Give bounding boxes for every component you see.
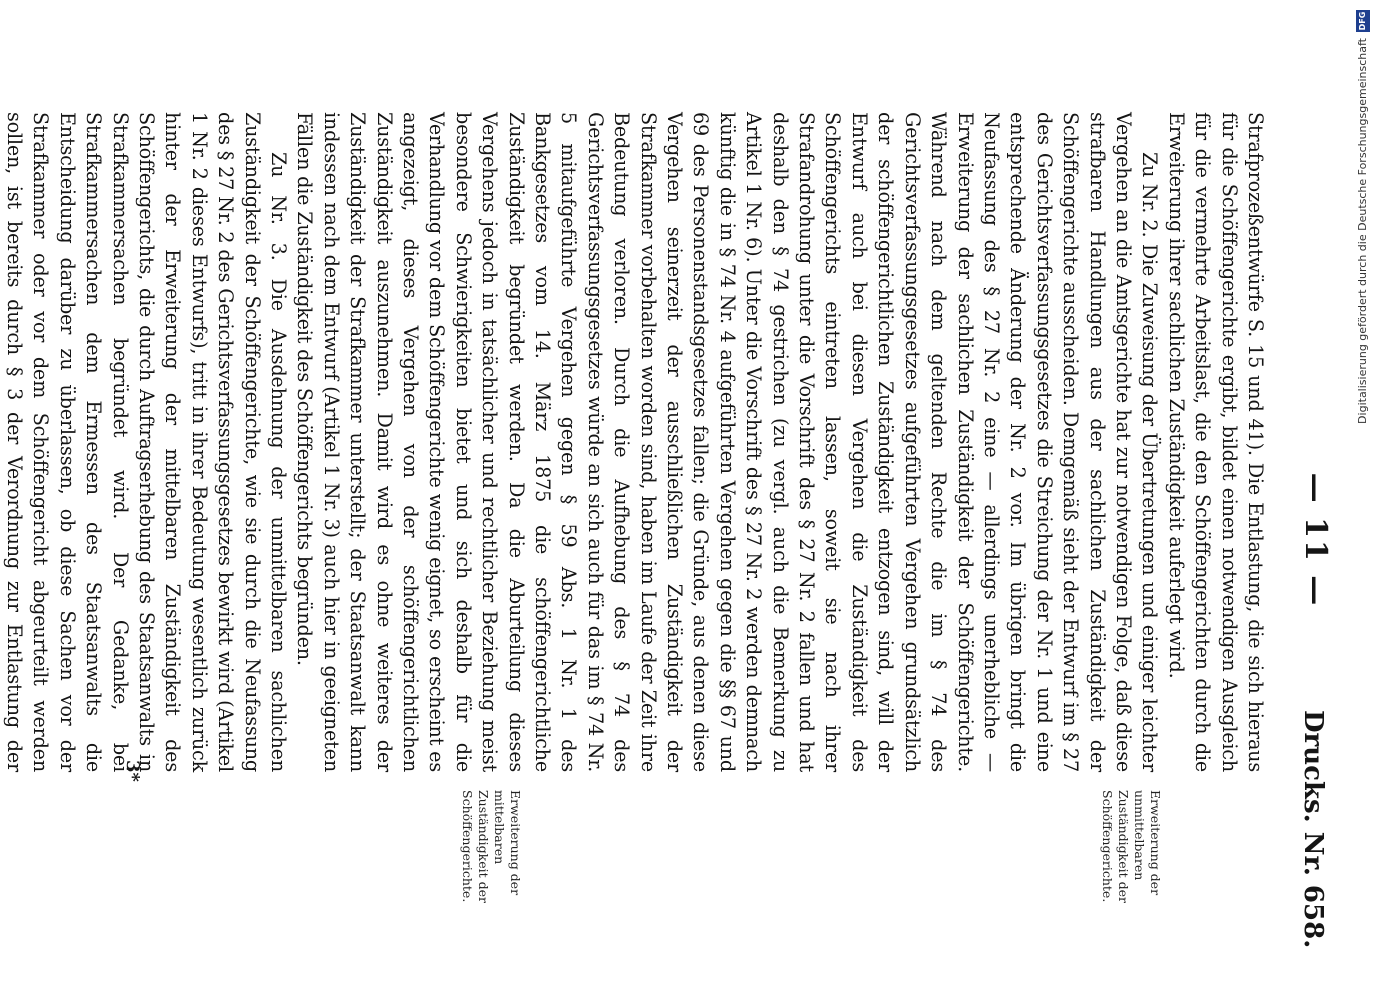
- signature-mark: 3*: [122, 760, 143, 782]
- page-number: — 11 —: [1298, 472, 1333, 608]
- body-text: [0, 112, 1268, 772]
- margin-note: Erweiterung der mittelbaren Zuständigkeit der Schöffengerichte.: [460, 790, 523, 904]
- paragraph: Strafprozeßentwürfe S. 15 und 41). Die Entlastung, die sich hieraus für die Schöffengerichte ergibt, bildet einen notwendigen Ausgleich für die vermehrte Arbeitslast, die den Schöffengerichten durch die Erweiterung ihrer sachlichen Zuständigkeit auferlegt wird.: [1164, 112, 1267, 772]
- paragraph: Zu Nr. 2. Die Zuweisung der Übertretungen und einiger leichter Vergehen an die Amtsgerichte hat zur notwendigen Folge, daß diese strafbaren Handlungen aus der sachlichen Zuständigkeit der Schöffengerichte ausscheiden. Demgemäß sieht der Entwurf im § 27 des Gerichtsverfassungsgesetzes die Streichung der Nr. 1 und eine entsprechende Änderung der Nr. 2 vor. Im übrigen bringt die Neufassung des § 27 Nr. 2 eine — allerdings unerhebliche — Erweiterung der sachlichen Zuständigkeit der Schöffengerichte. Während nach dem geltenden Rechte die im § 74 des Gerichtsverfassungsgesetzes aufgeführten Vergehen grundsätzlich der schöffengerichtlichen Zuständigkeit entzogen sind, will der Entwurf auch bei diesen Vergehen die Zuständigkeit des Schöffengerichts eintreten lassen, soweit sie nach ihrer Strafandrohung unter die Vorschrift des § 27 Nr. 2 fallen und hat deshalb den § 74 gestrichen (zu vergl. auch die Bemerkung zu Artikel 1 Nr. 6). Unter die Vorschrift des § 27 Nr. 2 werden demnach künftig die in § 74 Nr. 4 aufgeführten Vergehen gegen die §§ 67 und 69 des Personenstandsgesetzes fallen; die Gründe, aus denen diese Vergehen seinerzeit der ausschließlichen Zuständigkeit der Strafkammer vorbehalten worden sind, haben im Laufe der Zeit ihre Bedeutung verloren. Durch die Aufhebung des § 74 des Gerichtsverfassungsgesetzes würde an sich auch für das im § 74 Nr. 5 mitaufgeführte Vergehen gegen § 59 Abs. 1 Nr. 1 des Bankgesetzes vom 14. März 1875 die schöffengerichtliche Zuständigkeit begründet werden. Da die Aburteilung dieses Vergehens jedoch in tatsächlicher und rechtlicher Beziehung meist besondere Schwierigkeiten bietet und sich deshalb für die Verhandlung vor dem Schöffengerichte wenig eignet, so erscheint es angezeigt, dieses Vergehen von der schöffengerichtlichen Zuständigkeit auszunehmen. Damit wird es ohne weiteres der Zuständigkeit der Strafkammer unterstellt; der Staatsanwalt kann indessen nach dem Entwurf (Artikel 1 Nr. 3) auch hier in geeigneten Fällen die Zuständigkeit des Schöffengerichts begründen.: [293, 112, 1162, 772]
- digitization-footer: [1350, 0, 1378, 1000]
- dfg-logo-icon: DFG: [1356, 10, 1370, 32]
- margin-note: Erweiterung der unmittelbaren Zuständigkeit der Schöffengerichte.: [1100, 790, 1163, 904]
- footer-text: Digitalisierung gefördert durch die Deutsche Forschungsgemeinschaft: [1356, 38, 1369, 424]
- drucksache-label: Drucks. Nr. 658.: [1298, 710, 1328, 949]
- paragraph: Zu Nr. 3. Die Ausdehnung der unmittelbaren sachlichen Zuständigkeit der Schöffengerichte, wie sie durch die Neufassung des § 27 Nr. 2 des Gerichtsverfassungsgesetzes bewirkt wird (Artikel 1 Nr. 2 dieses Entwurfs), tritt in ihrer Bedeutung wesentlich zurück hinter der Erweiterung der mittelbaren Zuständigkeit des Schöffengerichts, die durch Auftragserhebung des Staatsanwalts in Strafkammersachen begründet wird. Der Gedanke, bei Strafkammersachen dem Ermessen des Staatsanwalts die Entscheidung darüber zu überlassen, ob diese Sachen vor der Strafkammer oder vor dem Schöffengericht abgeurteilt werden sollen, ist bereits durch § 3 der Verordnung zur Entlastung der: [2, 112, 290, 772]
